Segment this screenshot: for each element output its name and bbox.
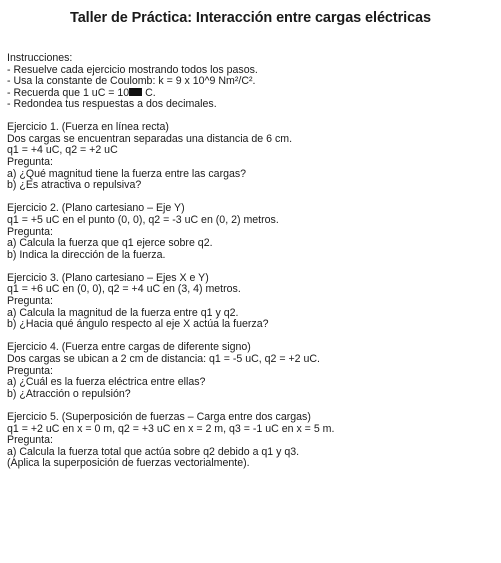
exercise-title: Ejercicio 1. (Fuerza en línea recta) bbox=[7, 121, 169, 134]
exercise-question-label: Pregunta: bbox=[7, 225, 53, 238]
exercise-1 bbox=[7, 122, 495, 192]
exercise-question: a) ¿Cuál es la fuerza eléctrica entre ellas? bbox=[7, 376, 206, 389]
exercise-title: Ejercicio 3. (Plano cartesiano – Ejes X e Y) bbox=[7, 271, 209, 284]
instruction-item: - Resuelve cada ejercicio mostrando todos los pasos. bbox=[7, 63, 258, 76]
exercise-line: q1 = +6 uC en (0, 0), q2 = +4 uC en (3, 4) metros. bbox=[7, 283, 241, 296]
document-title: Taller de Práctica: Interacción entre cargas eléctricas bbox=[70, 10, 431, 26]
exercise-question: a) ¿Qué magnitud tiene la fuerza entre las cargas? bbox=[7, 167, 247, 180]
exercise-title: Ejercicio 5. (Superposición de fuerzas – Carga entre dos cargas) bbox=[7, 411, 311, 423]
exercise-note: (Aplica la superposición de fuerzas vectorialmente). bbox=[7, 457, 250, 470]
exercise-question: b) ¿Es atractiva o repulsiva? bbox=[7, 179, 142, 192]
instruction-item: - Redondea tus respuestas a dos decimales. bbox=[7, 98, 217, 111]
exercise-2 bbox=[7, 203, 495, 261]
instructions-section bbox=[7, 53, 495, 111]
exercise-line: Dos cargas se encuentran separadas una distancia de 6 cm. bbox=[7, 132, 293, 145]
exercise-line: Dos cargas se ubican a 2 cm de distancia: q1 = -5 uC, q2 = +2 uC. bbox=[7, 353, 320, 366]
exercise-question-label: Pregunta: bbox=[7, 364, 53, 377]
exercise-3 bbox=[7, 273, 495, 331]
exercise-line: q1 = +4 uC, q2 = +2 uC bbox=[7, 144, 118, 157]
exercise-title: Ejercicio 2. (Plano cartesiano – Eje Y) bbox=[7, 202, 185, 215]
exercise-question: b) ¿Atracción o repulsión? bbox=[7, 387, 131, 400]
instruction-item-text: - Recuerda que 1 uC = 10 bbox=[7, 86, 130, 99]
exercise-line: q1 = +5 uC en el punto (0, 0), q2 = -3 uC en (0, 2) metros. bbox=[7, 213, 279, 226]
instruction-item: - Usa la constante de Coulomb: k = 9 x 10^9 Nm²/C². bbox=[7, 75, 256, 88]
exercise-question: a) Calcula la fuerza que q1 ejerce sobre q2. bbox=[7, 237, 213, 250]
exercise-question-label: Pregunta: bbox=[7, 434, 53, 447]
exercise-question: a) Calcula la magnitud de la fuerza entre q1 y q2. bbox=[7, 306, 239, 319]
exercise-5 bbox=[7, 412, 495, 470]
exercise-title: Ejercicio 4. (Fuerza entre cargas de diferente signo) bbox=[7, 341, 251, 354]
exercise-question-label: Pregunta: bbox=[7, 295, 53, 308]
exercise-question: a) Calcula la fuerza total que actúa sobre q2 debido a q1 y q3. bbox=[7, 445, 300, 458]
exercise-question: b) Indica la dirección de la fuerza. bbox=[7, 248, 166, 261]
exercise-line: q1 = +2 uC en x = 0 m, q2 = +3 uC en x = 2 m, q3 = -1 uC en x = 5 m. bbox=[7, 422, 335, 435]
exercise-question: b) ¿Hacia qué ángulo respecto al eje X actúa la fuerza? bbox=[7, 318, 269, 331]
document-body bbox=[7, 53, 495, 470]
exercise-4 bbox=[7, 342, 495, 400]
instruction-item-suffix: C. bbox=[142, 86, 156, 99]
exercise-question-label: Pregunta: bbox=[7, 155, 53, 168]
instructions-heading: Instrucciones: bbox=[7, 52, 73, 64]
redacted-block bbox=[129, 88, 142, 96]
